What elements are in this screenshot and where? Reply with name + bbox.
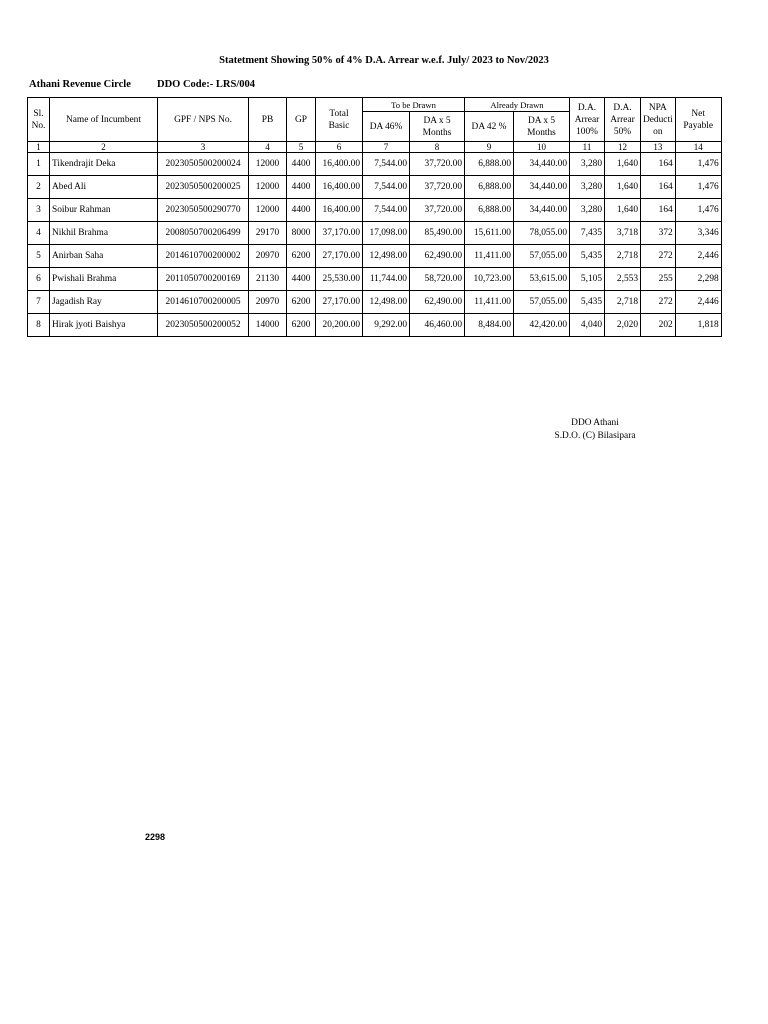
cell-npa: 202 [641,314,676,337]
cell-pb: 12000 [249,153,287,176]
cell-da42: 6,888.00 [465,199,514,222]
cell-npa: 164 [641,176,676,199]
column-number: 2 [50,142,158,153]
cell-da-arrear-100: 5,435 [570,291,605,314]
cell-da-arrear-50: 2,718 [605,291,641,314]
cell-da46: 17,098.00 [363,222,410,245]
cell-gp: 4400 [287,268,316,291]
cell-gpf: 2014610700200002 [158,245,249,268]
cell-pb: 14000 [249,314,287,337]
cell-sl-no: 1 [28,153,50,176]
header-da-arrear-50: D.A. Arrear 50% [605,98,641,142]
cell-da-arrear-50: 1,640 [605,199,641,222]
cell-pb: 12000 [249,199,287,222]
cell-da-arrear-100: 5,435 [570,245,605,268]
cell-total-basic: 27,170.00 [316,291,363,314]
cell-da46: 7,544.00 [363,199,410,222]
cell-total-basic: 27,170.00 [316,245,363,268]
cell-da-arrear-50: 3,718 [605,222,641,245]
header-da-x5-drawn: DA x 5 Months [410,112,465,142]
column-number: 3 [158,142,249,153]
cell-gp: 4400 [287,176,316,199]
header-da46: DA 46% [363,112,410,142]
revenue-circle-label: Athani Revenue Circle [29,79,131,90]
cell-da-arrear-100: 3,280 [570,153,605,176]
cell-sl-no: 3 [28,199,50,222]
cell-da-arrear-50: 1,640 [605,153,641,176]
column-number: 12 [605,142,641,153]
table-row [28,268,722,291]
cell-da-x5-already: 57,055.00 [514,245,570,268]
cell-net-payable: 1,818 [675,314,721,337]
cell-gp: 8000 [287,222,316,245]
column-number: 1 [28,142,50,153]
column-number: 10 [514,142,570,153]
cell-npa: 164 [641,153,676,176]
cell-name: Jagadish Ray [50,291,158,314]
cell-pb: 21130 [249,268,287,291]
cell-total-basic: 25,530.00 [316,268,363,291]
cell-da-x5-drawn: 58,720.00 [410,268,465,291]
header-to-be-drawn: To be Drawn [363,98,465,112]
column-number: 4 [249,142,287,153]
cell-name: Tikendrajit Deka [50,153,158,176]
cell-net-payable: 2,446 [675,291,721,314]
cell-da-x5-already: 78,055.00 [514,222,570,245]
cell-gpf: 2014610700200005 [158,291,249,314]
cell-total-basic: 20,200.00 [316,314,363,337]
cell-name: Hirak jyoti Baishya [50,314,158,337]
cell-da42: 6,888.00 [465,153,514,176]
cell-da46: 12,498.00 [363,291,410,314]
cell-da-x5-drawn: 85,490.00 [410,222,465,245]
cell-pb: 29170 [249,222,287,245]
cell-da-arrear-100: 7,435 [570,222,605,245]
table-row [28,222,722,245]
cell-gp: 6200 [287,314,316,337]
table-row [28,176,722,199]
arrear-table [27,97,722,337]
signature-office: S.D.O. (C) Bilasipara [554,431,636,441]
cell-gpf: 2011050700200169 [158,268,249,291]
document-title: Statetment Showing 50% of 4% D.A. Arrear w.e.f. July/ 2023 to Nov/2023 [219,55,549,66]
cell-da-x5-already: 53,615.00 [514,268,570,291]
table-row [28,153,722,176]
cell-pb: 20970 [249,291,287,314]
cell-da-x5-drawn: 62,490.00 [410,245,465,268]
column-number: 13 [641,142,676,153]
cell-net-payable: 1,476 [675,199,721,222]
cell-da-arrear-50: 2,020 [605,314,641,337]
header-already-drawn: Already Drawn [465,98,570,112]
cell-npa: 164 [641,199,676,222]
cell-da42: 15,611.00 [465,222,514,245]
cell-gpf: 2008050700206499 [158,222,249,245]
cell-da46: 7,544.00 [363,153,410,176]
cell-sl-no: 6 [28,268,50,291]
cell-net-payable: 2,298 [675,268,721,291]
cell-da46: 9,292.00 [363,314,410,337]
table-row [28,314,722,337]
cell-da-x5-already: 57,055.00 [514,291,570,314]
cell-name: Anirban Saha [50,245,158,268]
cell-sl-no: 8 [28,314,50,337]
cell-total-basic: 16,400.00 [316,176,363,199]
cell-name: Soibur Rahman [50,199,158,222]
cell-pb: 12000 [249,176,287,199]
header-pb: PB [249,98,287,142]
cell-da42: 6,888.00 [465,176,514,199]
cell-net-payable: 1,476 [675,153,721,176]
cell-da-x5-drawn: 37,720.00 [410,153,465,176]
cell-da-arrear-100: 5,105 [570,268,605,291]
column-number: 7 [363,142,410,153]
cell-npa: 272 [641,291,676,314]
cell-sl-no: 2 [28,176,50,199]
cell-da-arrear-50: 1,640 [605,176,641,199]
cell-da-arrear-50: 2,553 [605,268,641,291]
cell-gpf: 2023050500200025 [158,176,249,199]
header-gpf: GPF / NPS No. [158,98,249,142]
cell-gpf: 2023050500290770 [158,199,249,222]
cell-npa: 372 [641,222,676,245]
cell-da-arrear-100: 4,040 [570,314,605,337]
header-gp: GP [287,98,316,142]
header-da42: DA 42 % [465,112,514,142]
cell-gp: 4400 [287,153,316,176]
column-number: 11 [570,142,605,153]
cell-npa: 272 [641,245,676,268]
cell-da42: 11,411.00 [465,291,514,314]
header-da-arrear-100: D.A. Arrear 100% [570,98,605,142]
cell-name: Abed Ali [50,176,158,199]
cell-total-basic: 37,170.00 [316,222,363,245]
header-net-payable: Net Payable [675,98,721,142]
table-body [28,153,722,337]
column-number: 14 [675,142,721,153]
cell-da-arrear-100: 3,280 [570,176,605,199]
cell-name: Nikhil Brahma [50,222,158,245]
header-sl-no: Sl. No. [28,98,50,142]
cell-da46: 7,544.00 [363,176,410,199]
cell-da46: 12,498.00 [363,245,410,268]
cell-da-x5-drawn: 37,720.00 [410,176,465,199]
cell-total-basic: 16,400.00 [316,199,363,222]
cell-name: Pwishali Brahma [50,268,158,291]
cell-da-x5-drawn: 46,460.00 [410,314,465,337]
cell-sl-no: 5 [28,245,50,268]
cell-da-x5-already: 42,420.00 [514,314,570,337]
column-number: 5 [287,142,316,153]
footer-number: 2298 [145,832,166,842]
cell-gpf: 2023050500200052 [158,314,249,337]
cell-net-payable: 1,476 [675,176,721,199]
cell-pb: 20970 [249,245,287,268]
column-number: 8 [410,142,465,153]
cell-da42: 11,411.00 [465,245,514,268]
column-number: 6 [316,142,363,153]
cell-net-payable: 2,446 [675,245,721,268]
header-total-basic: Total Basic [316,98,363,142]
table-row [28,199,722,222]
header-npa: NPA Deducti on [641,98,676,142]
cell-gp: 6200 [287,245,316,268]
cell-da42: 8,484.00 [465,314,514,337]
cell-gp: 6200 [287,291,316,314]
cell-da-x5-drawn: 37,720.00 [410,199,465,222]
cell-gp: 4400 [287,199,316,222]
cell-da-x5-drawn: 62,490.00 [410,291,465,314]
table-row [28,245,722,268]
ddo-code-label: DDO Code:- LRS/004 [157,79,256,90]
cell-sl-no: 4 [28,222,50,245]
cell-da-arrear-100: 3,280 [570,199,605,222]
cell-da46: 11,744.00 [363,268,410,291]
cell-net-payable: 3,346 [675,222,721,245]
cell-total-basic: 16,400.00 [316,153,363,176]
header-name: Name of Incumbent [50,98,158,142]
signature-ddo: DDO Athani [571,418,619,428]
cell-da-x5-already: 34,440.00 [514,199,570,222]
column-number: 9 [465,142,514,153]
cell-da-x5-already: 34,440.00 [514,153,570,176]
cell-gpf: 2023050500200024 [158,153,249,176]
cell-sl-no: 7 [28,291,50,314]
cell-da-arrear-50: 2,718 [605,245,641,268]
header-da-x5-already: DA x 5 Months [514,112,570,142]
cell-da42: 10,723.00 [465,268,514,291]
cell-npa: 255 [641,268,676,291]
column-number-row [28,142,722,153]
cell-da-x5-already: 34,440.00 [514,176,570,199]
table-row [28,291,722,314]
